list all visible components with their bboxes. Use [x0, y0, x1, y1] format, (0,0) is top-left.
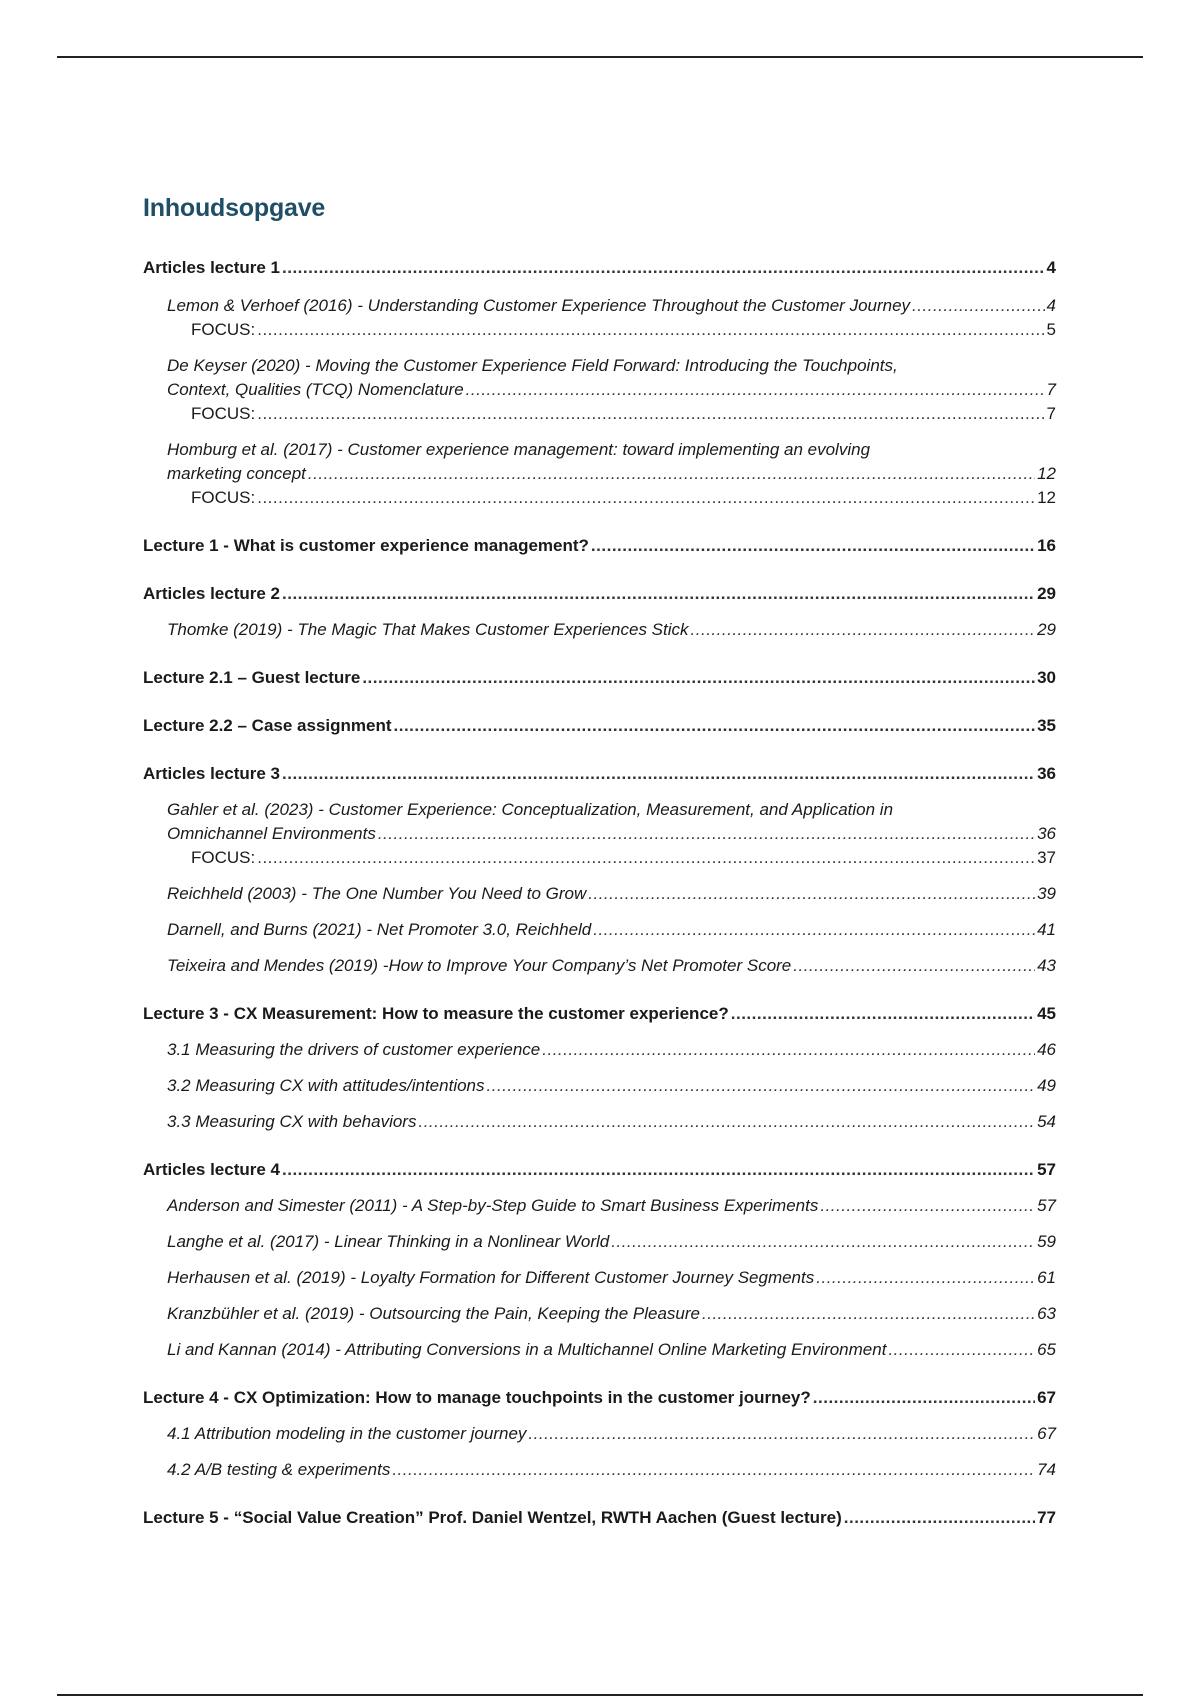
toc-entry-title: Lecture 1 - What is customer experience management?: [143, 536, 589, 555]
toc-entry-row: [143, 378, 1056, 402]
toc-entry-row: [143, 714, 1056, 738]
toc-page-number: 16: [1037, 536, 1056, 555]
toc-entry-title: FOCUS:: [191, 488, 256, 507]
toc-leader-dots: [487, 1074, 1036, 1098]
toc-entry[interactable]: [143, 486, 1056, 510]
toc-page-number: 49: [1037, 1076, 1056, 1095]
toc-page-number: 65: [1037, 1340, 1056, 1359]
toc-entry[interactable]: [143, 1230, 1056, 1254]
toc-leader-dots: [816, 1266, 1035, 1290]
toc-entry-title: marketing concept: [167, 464, 306, 483]
toc-leader-dots: [257, 402, 1044, 426]
toc-entry-title: Articles lecture 1: [143, 258, 281, 277]
toc-entry-row: [143, 1158, 1056, 1182]
toc-page-number: 29: [1037, 620, 1056, 639]
toc-leader-dots: [362, 666, 1035, 690]
toc-entry-row: [143, 666, 1056, 690]
toc-leader-dots: [542, 1038, 1035, 1062]
toc-entry-row: [143, 954, 1056, 978]
toc-page-number: 4: [1046, 258, 1056, 277]
toc-entry-title: Reichheld (2003) - The One Number You Need to Grow: [167, 884, 587, 903]
toc-leader-dots: [912, 294, 1044, 318]
toc-leader-dots: [378, 822, 1035, 846]
toc-entry[interactable]: [143, 1302, 1056, 1326]
toc-page-number: 67: [1037, 1388, 1056, 1407]
toc-entry-title: Kranzbühler et al. (2019) - Outsourcing the Pain, Keeping the Pleasure: [167, 1304, 700, 1323]
toc-entry[interactable]: [143, 1002, 1056, 1026]
toc-entry-row: [143, 762, 1056, 786]
toc-entry-title: 4.1 Attribution modeling in the customer journey: [167, 1424, 527, 1443]
toc-leader-dots: [282, 762, 1035, 786]
toc-entry-title: 3.3 Measuring CX with behaviors: [167, 1112, 417, 1131]
toc-leader-dots: [282, 582, 1035, 606]
toc-entry-row: [143, 1422, 1056, 1446]
toc-entry[interactable]: [143, 318, 1056, 342]
toc-entry[interactable]: [143, 846, 1056, 870]
toc-page-number: 36: [1037, 764, 1056, 783]
toc-leader-dots: [392, 1458, 1035, 1482]
toc-title: Inhoudsopgave: [143, 194, 326, 222]
toc-entry-title: FOCUS:: [191, 320, 256, 339]
toc-entry[interactable]: [143, 1386, 1056, 1410]
toc-entry-row: [143, 1458, 1056, 1482]
toc-leader-dots: [466, 378, 1045, 402]
toc-leader-dots: [731, 1002, 1035, 1026]
toc-entry-row: [143, 1338, 1056, 1362]
toc-entry-row: [143, 1266, 1056, 1290]
toc-leader-dots: [691, 618, 1036, 642]
toc-leader-dots: [308, 462, 1035, 486]
toc-entry-row: [143, 822, 1056, 846]
toc-page-number: 39: [1037, 884, 1056, 903]
toc-entry[interactable]: [143, 256, 1056, 280]
toc-entry[interactable]: [143, 618, 1056, 642]
toc-leader-dots: [820, 1194, 1035, 1218]
toc-leader-dots: [282, 256, 1045, 280]
toc-entry-title: Anderson and Simester (2011) - A Step-by-Step Guide to Smart Business Experiments: [167, 1196, 819, 1215]
toc-page-number: 35: [1037, 716, 1056, 735]
toc-entry-row: [143, 1302, 1056, 1326]
toc-page-number: 29: [1037, 584, 1056, 603]
toc-page-number: 5: [1046, 320, 1056, 339]
toc-entry-title-line: Homburg et al. (2017) - Customer experience management: toward implementing an evolving: [167, 440, 871, 459]
toc-page-number: 54: [1037, 1112, 1056, 1131]
toc-leader-dots: [702, 1302, 1035, 1326]
toc-entry-row: [143, 486, 1056, 510]
toc-entry[interactable]: [143, 582, 1056, 606]
toc-page-number: 41: [1037, 920, 1056, 939]
toc-entry-row: [143, 1386, 1056, 1410]
toc-page-number: 59: [1037, 1232, 1056, 1251]
toc-entry[interactable]: [143, 1158, 1056, 1182]
toc-entry-row: [143, 1110, 1056, 1134]
toc-page-number: 67: [1037, 1424, 1056, 1443]
toc-entry[interactable]: [143, 1110, 1056, 1134]
toc-entry-row: [143, 582, 1056, 606]
toc-page-number: 77: [1037, 1508, 1056, 1527]
toc-leader-dots: [394, 714, 1036, 738]
toc-leader-dots: [257, 486, 1035, 510]
toc-entry-row: [143, 1194, 1056, 1218]
toc-leader-dots: [257, 318, 1044, 342]
toc-entry[interactable]: [143, 918, 1056, 942]
toc-page-number: 37: [1037, 848, 1056, 867]
table-of-contents: [143, 256, 1056, 1530]
toc-leader-dots: [888, 1338, 1035, 1362]
toc-entry[interactable]: [143, 438, 1056, 486]
toc-leader-dots: [813, 1386, 1035, 1410]
toc-entry-row: [143, 1506, 1056, 1530]
toc-entry[interactable]: [143, 1422, 1056, 1446]
toc-entry[interactable]: [143, 714, 1056, 738]
toc-entry[interactable]: [143, 1038, 1056, 1062]
toc-entry[interactable]: [143, 666, 1056, 690]
footer-rule: [57, 1694, 1143, 1696]
toc-entry[interactable]: [143, 402, 1056, 426]
toc-entry-title: Li and Kannan (2014) - Attributing Conversions in a Multichannel Online Marketing Environment: [167, 1340, 887, 1359]
toc-entry-title: 4.2 A/B testing & experiments: [167, 1460, 391, 1479]
toc-page-number: 36: [1037, 824, 1056, 843]
toc-entry-title: Teixeira and Mendes (2019) -How to Improve Your Company’s Net Promoter Score: [167, 956, 792, 975]
toc-entry-title: FOCUS:: [191, 404, 256, 423]
toc-leader-dots: [591, 534, 1035, 558]
toc-entry-title: Lecture 5 - “Social Value Creation” Prof. Daniel Wentzel, RWTH Aachen (Guest lecture): [143, 1508, 842, 1527]
toc-page-number: 74: [1037, 1460, 1056, 1479]
toc-leader-dots: [611, 1230, 1035, 1254]
toc-entry-title: Lecture 4 - CX Optimization: How to manage touchpoints in the customer journey?: [143, 1388, 811, 1407]
toc-entry-row: [143, 1230, 1056, 1254]
toc-page-number: 30: [1037, 668, 1056, 687]
toc-entry-title: FOCUS:: [191, 848, 256, 867]
toc-page-number: 12: [1037, 464, 1056, 483]
toc-leader-dots: [793, 954, 1035, 978]
toc-page-number: 57: [1037, 1160, 1056, 1179]
toc-entry-title-line: Gahler et al. (2023) - Customer Experience: Conceptualization, Measurement, and Application in: [167, 800, 894, 819]
toc-page-number: 43: [1037, 956, 1056, 975]
toc-entry-row: [143, 846, 1056, 870]
toc-leader-dots: [588, 882, 1035, 906]
toc-leader-dots: [844, 1506, 1035, 1530]
toc-entry-title: Omnichannel Environments: [167, 824, 376, 843]
toc-entry-title: Lecture 2.1 – Guest lecture: [143, 668, 361, 687]
toc-entry[interactable]: [143, 1266, 1056, 1290]
toc-page-number: 46: [1037, 1040, 1056, 1059]
toc-entry-title: Lemon & Verhoef (2016) - Understanding Customer Experience Throughout the Customer Journey: [167, 296, 911, 315]
toc-entry-row: [143, 294, 1056, 318]
toc-entry[interactable]: [143, 1506, 1056, 1530]
toc-entry-row: [143, 462, 1056, 486]
toc-entry[interactable]: [143, 294, 1056, 318]
toc-leader-dots: [528, 1422, 1035, 1446]
toc-entry-title: Articles lecture 2: [143, 584, 281, 603]
toc-entry-row: [143, 618, 1056, 642]
toc-page-number: 61: [1037, 1268, 1056, 1287]
toc-entry-title: Lecture 2.2 – Case assignment: [143, 716, 392, 735]
toc-entry-row: [143, 256, 1056, 280]
toc-entry-title: Articles lecture 4: [143, 1160, 281, 1179]
toc-entry[interactable]: [143, 798, 1056, 846]
toc-page-number: 7: [1046, 404, 1056, 423]
toc-leader-dots: [257, 846, 1035, 870]
toc-entry[interactable]: [143, 1338, 1056, 1362]
toc-entry[interactable]: [143, 1074, 1056, 1098]
toc-entry-row: [143, 534, 1056, 558]
toc-entry[interactable]: [143, 954, 1056, 978]
toc-entry-title: Context, Qualities (TCQ) Nomenclature: [167, 380, 464, 399]
toc-entry-title: Herhausen et al. (2019) - Loyalty Formation for Different Customer Journey Segments: [167, 1268, 815, 1287]
header-rule: [57, 56, 1143, 58]
toc-entry[interactable]: [143, 534, 1056, 558]
toc-entry-title: Darnell, and Burns (2021) - Net Promoter 3.0, Reichheld: [167, 920, 592, 939]
toc-entry-title-line: De Keyser (2020) - Moving the Customer Experience Field Forward: Introducing the Touchpoints,: [167, 356, 898, 375]
toc-entry-row: [143, 1074, 1056, 1098]
toc-entry-title: Articles lecture 3: [143, 764, 281, 783]
toc-entry[interactable]: [143, 882, 1056, 906]
toc-entry-row: [143, 1002, 1056, 1026]
toc-page-number: 4: [1046, 296, 1056, 315]
toc-page-number: 12: [1037, 488, 1056, 507]
toc-entry-title: Lecture 3 - CX Measurement: How to measure the customer experience?: [143, 1004, 729, 1023]
toc-page-number: 45: [1037, 1004, 1056, 1023]
toc-leader-dots: [593, 918, 1035, 942]
toc-entry-title: Langhe et al. (2017) - Linear Thinking in a Nonlinear World: [167, 1232, 610, 1251]
toc-entry-row: [143, 882, 1056, 906]
toc-entry-row: [143, 918, 1056, 942]
toc-leader-dots: [282, 1158, 1035, 1182]
toc-page-number: 7: [1046, 380, 1056, 399]
toc-entry[interactable]: [143, 1458, 1056, 1482]
toc-entry-title: Thomke (2019) - The Magic That Makes Customer Experiences Stick: [167, 620, 689, 639]
toc-entry-title: 3.2 Measuring CX with attitudes/intentions: [167, 1076, 485, 1095]
toc-entry-row: [143, 1038, 1056, 1062]
toc-leader-dots: [418, 1110, 1035, 1134]
toc-entry-row: [143, 318, 1056, 342]
toc-entry-title: 3.1 Measuring the drivers of customer experience: [167, 1040, 541, 1059]
toc-page-number: 57: [1037, 1196, 1056, 1215]
toc-entry-row: [143, 402, 1056, 426]
toc-entry[interactable]: [143, 354, 1056, 402]
toc-entry[interactable]: [143, 1194, 1056, 1218]
toc-entry[interactable]: [143, 762, 1056, 786]
toc-page-number: 63: [1037, 1304, 1056, 1323]
